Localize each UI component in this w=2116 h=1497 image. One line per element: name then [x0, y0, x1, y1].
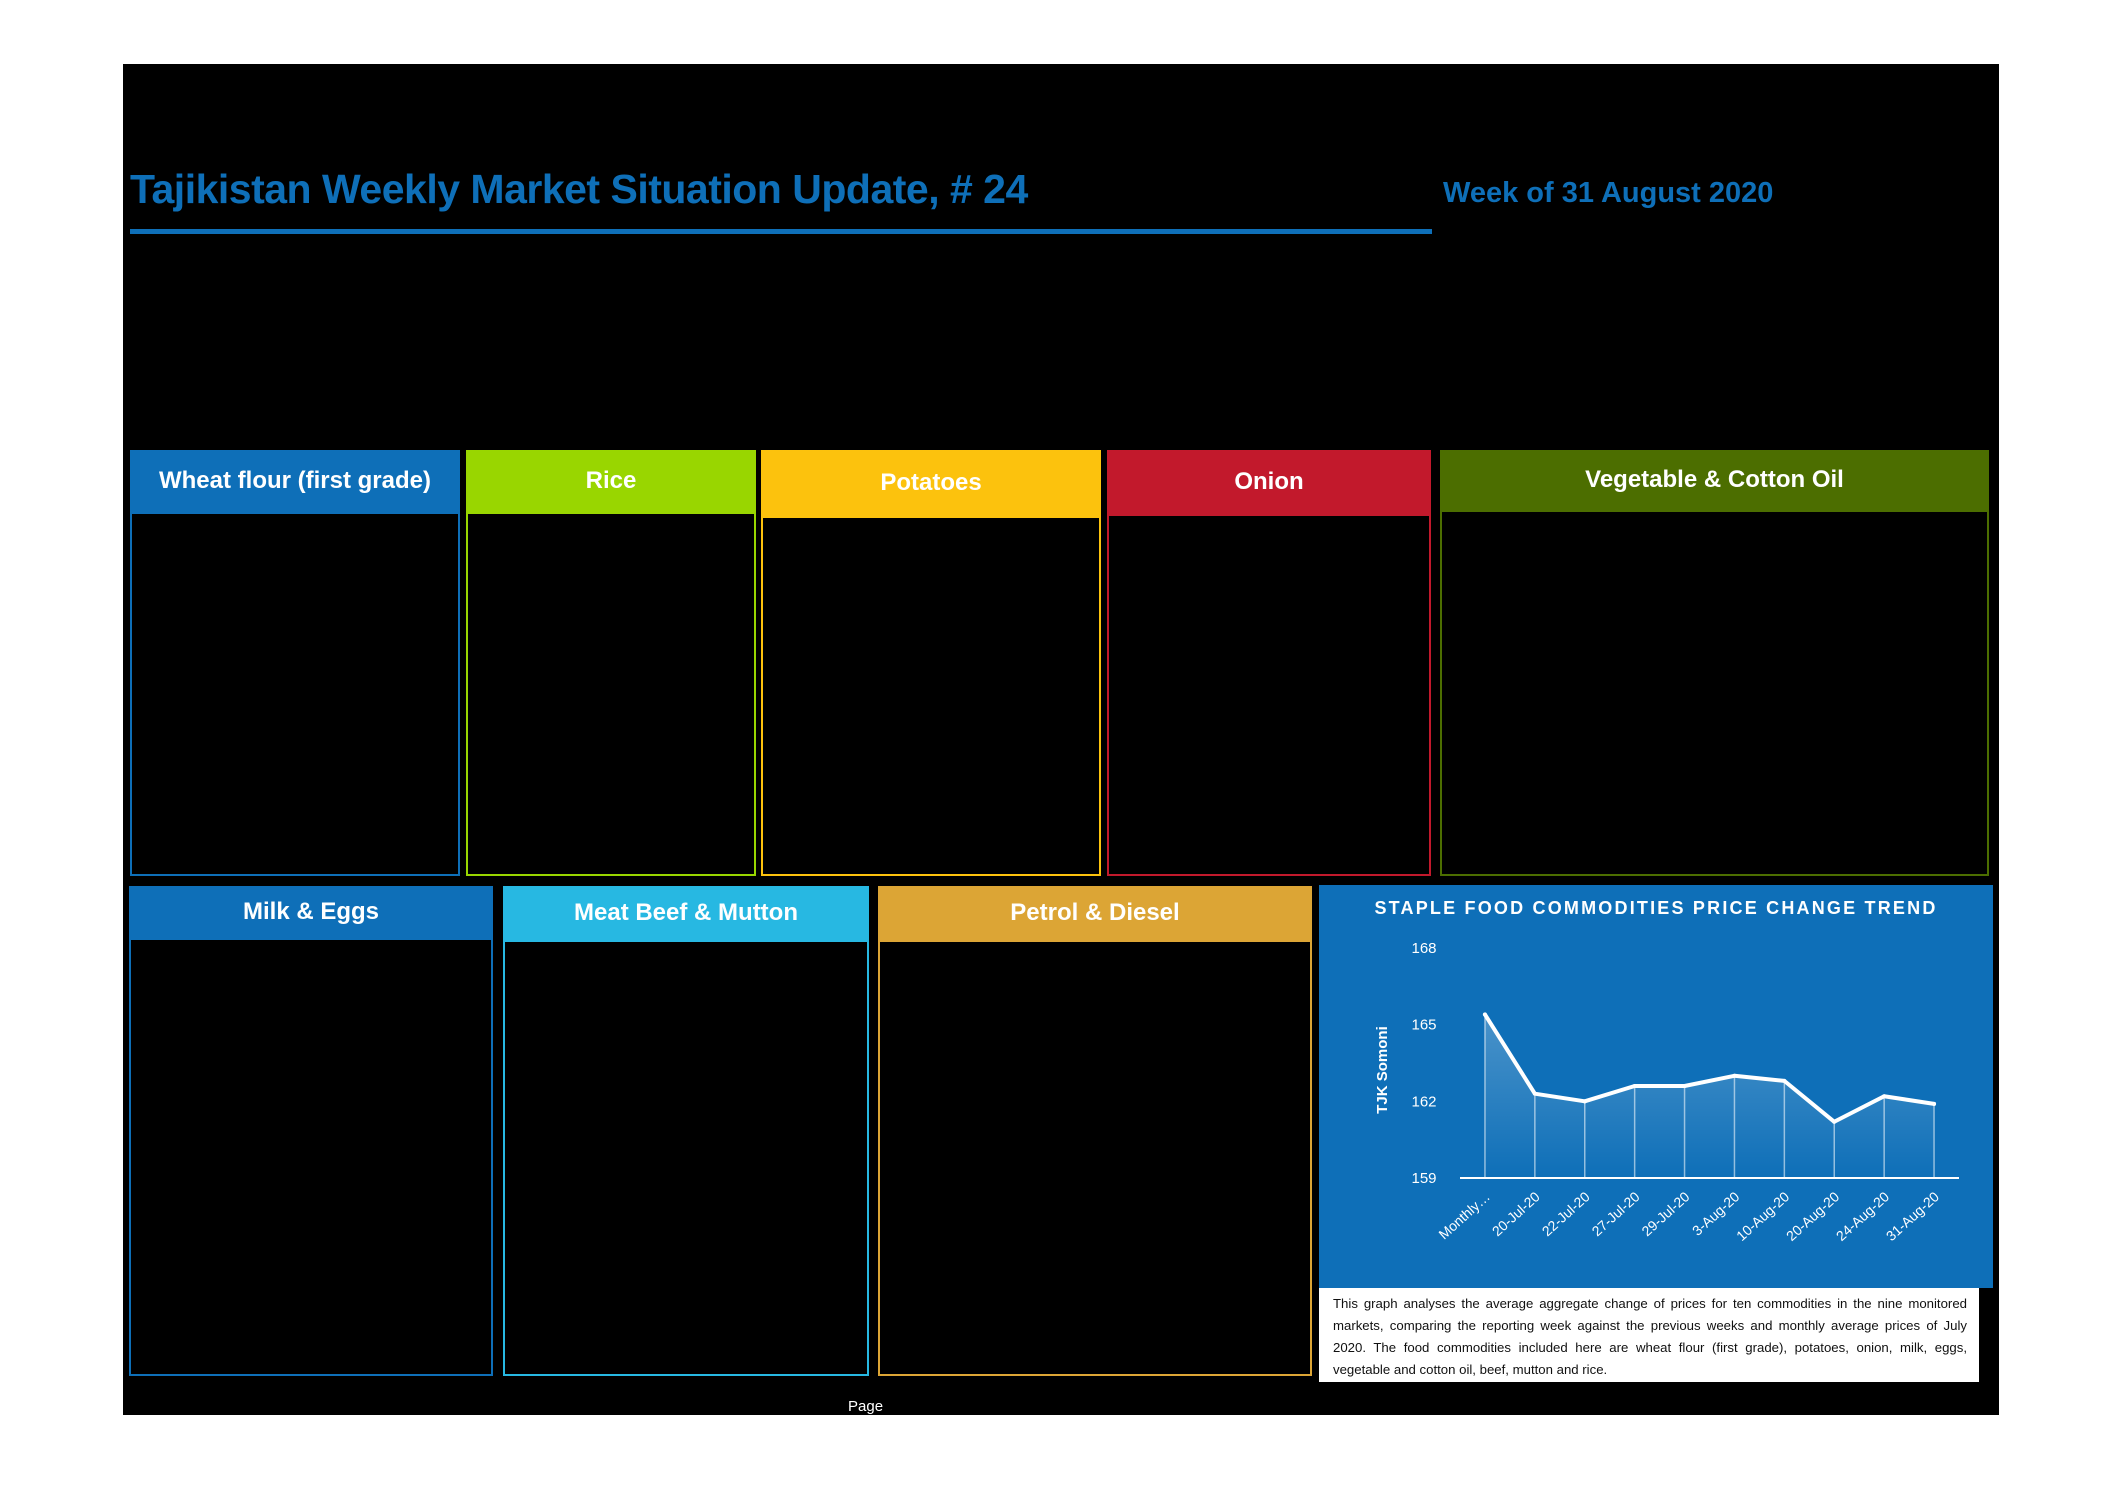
- y-axis-label: TJK Somoni: [1374, 1026, 1391, 1114]
- x-tick-label: 31-Aug-20: [1882, 1188, 1943, 1244]
- chart-title: STAPLE FOOD COMMODITIES PRICE CHANGE TREND: [1374, 898, 1938, 918]
- data-point: [1832, 1120, 1836, 1124]
- x-tick-label: 20-Jul-20: [1488, 1188, 1543, 1240]
- y-tick-label: 162: [1411, 1093, 1437, 1111]
- page-title: Tajikistan Weekly Market Situation Update, # 24: [130, 166, 1028, 212]
- x-tick-label: 24-Aug-20: [1832, 1188, 1893, 1244]
- data-point: [1732, 1074, 1736, 1078]
- x-tick-label: 27-Jul-20: [1588, 1188, 1643, 1240]
- y-tick-label: 168: [1411, 940, 1437, 957]
- panel-petrol-diesel: [878, 940, 1312, 1376]
- data-point: [1782, 1079, 1786, 1083]
- data-point: [1633, 1084, 1637, 1088]
- panel-meat: [503, 940, 869, 1376]
- page-label: Page: [848, 1398, 884, 1415]
- panel-wheat-flour: [130, 512, 460, 876]
- panel-header-onion: Onion: [1107, 450, 1431, 514]
- panel-milk-eggs: [129, 938, 493, 1376]
- week-label: Week of 31 August 2020: [1443, 177, 1774, 209]
- x-tick-label: 3-Aug-20: [1688, 1188, 1743, 1239]
- y-tick-label: 159: [1411, 1170, 1437, 1187]
- title-underline: [130, 229, 1432, 234]
- panel-onion: [1107, 514, 1431, 876]
- y-tick-label: 165: [1411, 1016, 1437, 1034]
- data-point: [1583, 1099, 1587, 1103]
- x-tick-label: 10-Aug-20: [1733, 1188, 1793, 1244]
- panel-vegetable-oil: [1440, 510, 1989, 876]
- panel-header-vegetable-oil: Vegetable & Cotton Oil: [1440, 450, 1989, 510]
- data-point: [1483, 1012, 1487, 1016]
- panel-header-wheat-flour: Wheat flour (first grade): [130, 450, 460, 512]
- panel-header-potatoes: Potatoes: [761, 450, 1101, 516]
- data-point: [1882, 1094, 1886, 1098]
- panel-potatoes: [761, 516, 1101, 876]
- panel-header-rice: Rice: [466, 450, 756, 512]
- data-point: [1683, 1084, 1687, 1088]
- data-point: [1533, 1092, 1537, 1096]
- chart-caption: This graph analyses the average aggregate change of prices for ten commodities in the nine monitored markets, comparing the reporting week against the previous weeks and monthly average prices of July 2020. The food commodities included here are wheat flour (first grade), potatoes, onion, milk, eggs, vegetable and cotton oil, beef, mutton and rice.: [1319, 1288, 1979, 1382]
- price-trend-chart: [1319, 930, 1993, 1270]
- x-tick-label: 29-Jul-20: [1638, 1188, 1693, 1240]
- x-tick-label: Monthly…: [1435, 1188, 1493, 1243]
- panel-header-petrol-diesel: Petrol & Diesel: [878, 886, 1312, 940]
- panel-header-meat: Meat Beef & Mutton: [503, 886, 869, 940]
- panel-rice: [466, 512, 756, 876]
- panel-header-milk-eggs: Milk & Eggs: [129, 886, 493, 938]
- x-tick-label: 22-Jul-20: [1538, 1188, 1593, 1240]
- data-point: [1932, 1102, 1936, 1106]
- x-tick-label: 20-Aug-20: [1782, 1188, 1843, 1244]
